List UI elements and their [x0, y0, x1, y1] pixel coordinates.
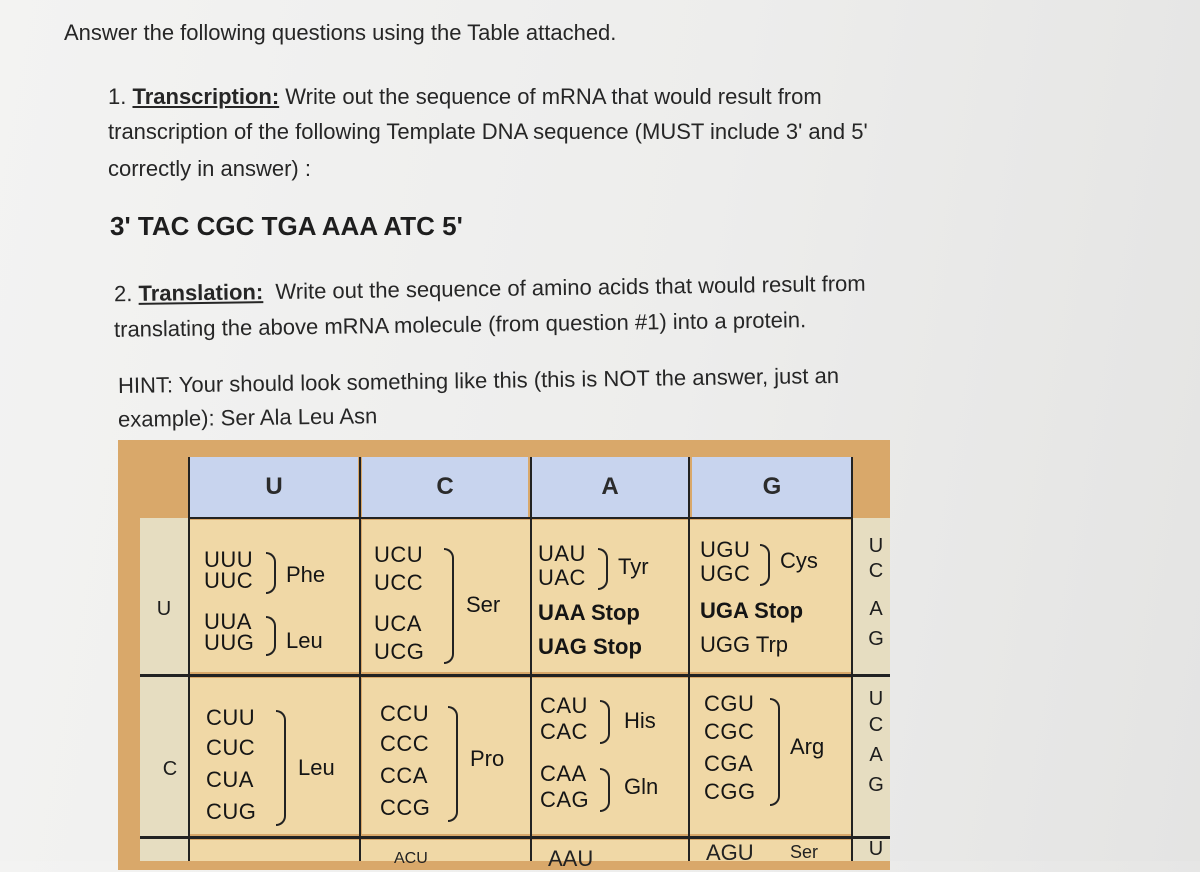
brace	[266, 552, 276, 594]
aa-tyr: Tyr	[618, 554, 649, 579]
header-c: C	[362, 457, 528, 517]
header-g: G	[692, 457, 852, 517]
third-base-g-2: G	[868, 774, 884, 796]
brace	[444, 548, 454, 664]
codon-agu-partial: AGU	[706, 840, 754, 865]
q2-line1: Write out the sequence of amino acids that would result from	[275, 270, 866, 304]
grid-line	[140, 674, 890, 677]
grid-line	[188, 517, 852, 519]
row-label-column	[140, 518, 190, 861]
aa-arg: Arg	[790, 734, 825, 759]
codon-ugu: UGU	[700, 537, 751, 562]
third-base-a: A	[869, 598, 883, 620]
codon-cca: CCA	[380, 763, 428, 788]
codon-uga-stop: UGA Stop	[700, 598, 804, 623]
codon-cau: CAU	[540, 693, 588, 718]
codon-ugg-trp: UGG Trp	[700, 632, 789, 657]
codon-acu-partial: ACU	[394, 850, 428, 867]
header-u: U	[190, 457, 358, 517]
q1-heading	[108, 84, 822, 110]
codon-ucg: UCG	[374, 639, 425, 664]
q2-number: 2.	[113, 280, 133, 307]
aa-pro: Pro	[470, 746, 505, 771]
codon-cgu: CGU	[704, 691, 755, 716]
codon-cac: CAC	[540, 719, 588, 744]
aa-ser: Ser	[466, 592, 501, 617]
row-label-c: C	[162, 758, 178, 780]
third-base-u-3: U	[868, 838, 884, 860]
q2-title: Translation:	[138, 279, 264, 306]
aa-leu-c: Leu	[298, 755, 335, 780]
brace	[600, 700, 610, 744]
codon-aau-partial: AAU	[548, 846, 594, 871]
codon-uuc: UUC	[204, 568, 254, 593]
codon-ugc: UGC	[700, 561, 751, 586]
q1-line2: transcription of the following Template DNA sequence (MUST include 3' and 5'	[108, 119, 868, 144]
codon-uca: UCA	[374, 611, 422, 636]
aa-leu: Leu	[286, 628, 323, 653]
q2-heading	[114, 271, 866, 307]
q2-line2: translating the above mRNA molecule (from question #1) into a protein.	[113, 307, 807, 342]
codon-uua: UUA	[204, 609, 252, 634]
codon-ccc: CCC	[380, 731, 430, 756]
q1-title: Transcription:	[132, 84, 280, 109]
header-a: A	[532, 457, 688, 517]
codon-cug: CUG	[206, 799, 257, 824]
brace	[770, 698, 780, 806]
third-base-c-2: C	[868, 714, 884, 736]
brace	[266, 616, 276, 656]
codon-ucc: UCC	[374, 570, 424, 595]
q1-line3: correctly in answer) :	[108, 156, 311, 181]
q1-number: 1.	[108, 84, 127, 109]
codon-caa: CAA	[540, 761, 587, 786]
aa-his: His	[624, 708, 656, 733]
q1-line1: Write out the sequence of mRNA that would result from	[285, 84, 822, 109]
codon-uag-stop: UAG Stop	[538, 634, 642, 659]
codon-cag: CAG	[540, 787, 590, 812]
codon-uuu: UUU	[204, 547, 254, 572]
brace	[760, 544, 770, 586]
codon-cuc: CUC	[206, 735, 256, 760]
codon-uau: UAU	[538, 541, 586, 566]
codon-cgc: CGC	[704, 719, 755, 744]
brace	[600, 768, 610, 812]
third-base-a-2: A	[869, 744, 883, 766]
codon-ucu: UCU	[374, 542, 424, 567]
codon-uaa-stop: UAA Stop	[538, 600, 640, 625]
row-label-u: U	[156, 598, 172, 620]
aa-gln: Gln	[624, 774, 659, 799]
codon-cuu: CUU	[206, 705, 256, 730]
codon-uug: UUG	[204, 630, 255, 655]
codon-ccu: CCU	[380, 701, 430, 726]
brace	[276, 710, 286, 826]
brace	[598, 548, 608, 590]
codon-cua: CUA	[206, 767, 254, 792]
third-base-g: G	[868, 628, 884, 650]
third-base-u-2: U	[868, 688, 884, 710]
aa-ser-partial: Ser	[790, 842, 819, 862]
aa-cys: Cys	[780, 548, 818, 573]
codon-cgg: CGG	[704, 779, 756, 804]
third-base-u: U	[868, 535, 884, 557]
grid-line	[140, 836, 890, 839]
codon-ccg: CCG	[380, 795, 431, 820]
hint-line1: HINT: Your should look something like this (this is NOT the answer, just an	[117, 362, 840, 399]
hint-line2: example): Ser Ala Leu Asn	[117, 403, 378, 432]
third-base-c: C	[868, 560, 884, 582]
aa-phe: Phe	[286, 562, 326, 587]
codon-uac: UAC	[538, 565, 586, 590]
codon-cga: CGA	[704, 751, 754, 776]
intro-text: Answer the following questions using the Table attached.	[64, 20, 617, 45]
dna-sequence: 3' TAC CGC TGA AAA ATC 5'	[110, 211, 463, 241]
brace	[448, 706, 458, 822]
